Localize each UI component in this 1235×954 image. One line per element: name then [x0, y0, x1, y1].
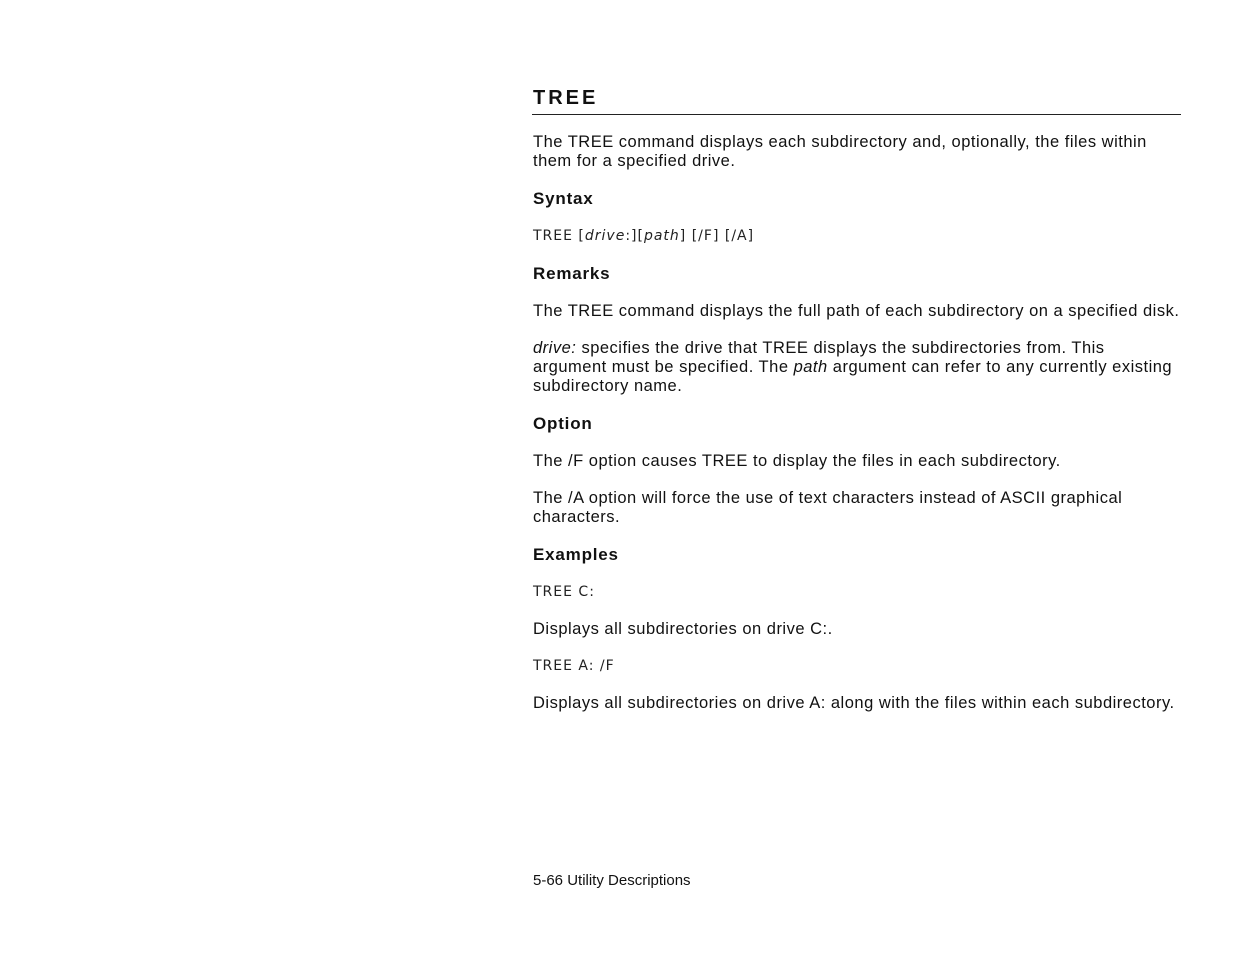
option-paragraph-1: The /F option causes TREE to display the files in each subdirectory. — [533, 452, 1061, 470]
example-2-description: Displays all subdirectories on drive A: along with the files within each subdirectory. — [533, 694, 1175, 712]
remarks-text-a: specifies the drive that TREE displays the subdirectories from. This argument must be specified. The — [533, 339, 1105, 376]
intro-paragraph: The TREE command displays each subdirectory and, optionally, the files within them for a specified drive. — [533, 133, 1147, 170]
option-paragraph-2: The /A option will force the use of text characters instead of ASCII graphical characters. — [533, 489, 1123, 526]
remarks-paragraph-2 — [533, 339, 1181, 396]
example-1-description: Displays all subdirectories on drive C:. — [533, 620, 833, 638]
page-content — [532, 86, 1181, 731]
remarks-paragraph-1: The TREE command displays the full path of each subdirectory on a specified disk. — [533, 302, 1180, 320]
syntax-rest: ] [/F] [/A] — [679, 228, 755, 244]
syntax-drive: drive — [584, 228, 626, 244]
remarks-term-path: path — [793, 358, 828, 376]
syntax-cmd: TREE [ — [533, 228, 585, 244]
remarks-heading: Remarks — [533, 264, 611, 283]
example-2-code: TREE A: /F — [533, 658, 615, 674]
page-title: TREE — [533, 87, 599, 109]
example-1-code: TREE C: — [533, 584, 595, 600]
option-heading: Option — [533, 414, 593, 433]
page-footer: 5-66 Utility Descriptions — [533, 872, 691, 889]
remarks-text-b: argument can refer to any currently existing subdirectory name. — [533, 358, 1173, 395]
title-rule — [532, 114, 1181, 115]
syntax-line — [533, 227, 1181, 245]
syntax-heading: Syntax — [533, 189, 594, 208]
remarks-term-drive: drive: — [533, 339, 577, 357]
syntax-path: path — [643, 228, 680, 244]
examples-heading: Examples — [533, 545, 619, 564]
syntax-mid: :][ — [625, 228, 644, 244]
